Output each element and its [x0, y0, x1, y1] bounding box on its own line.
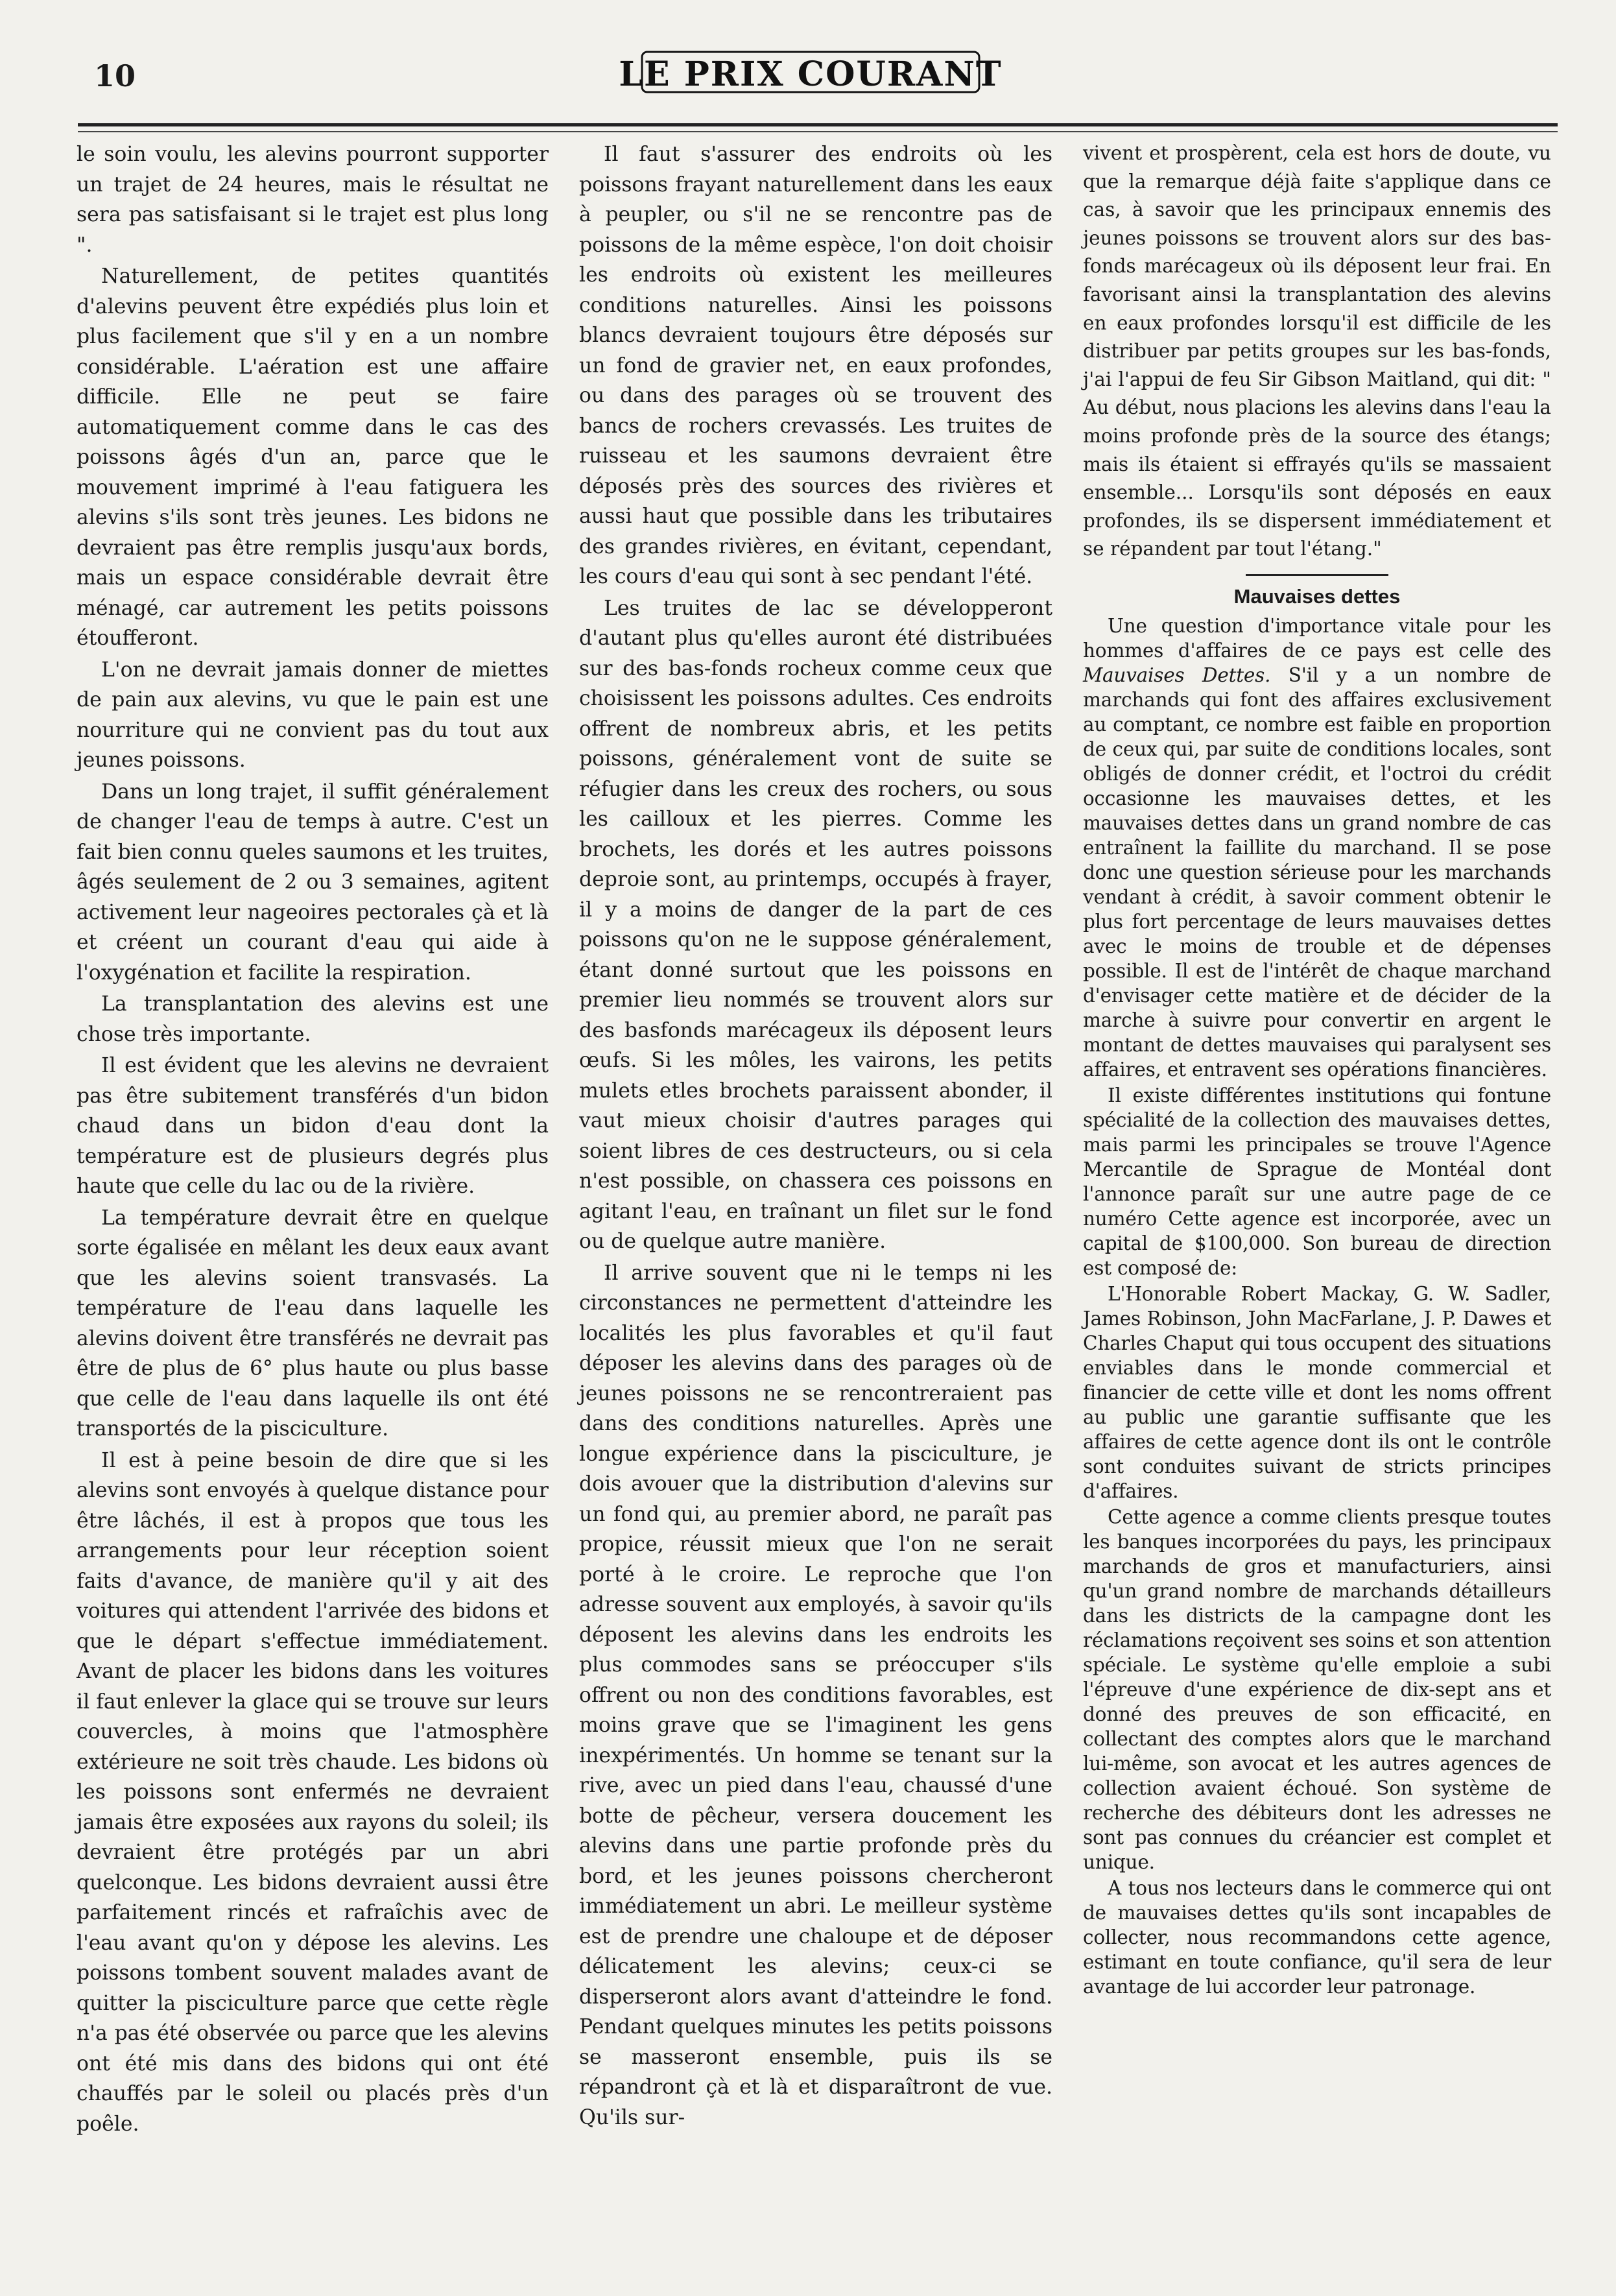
italic-title: Mauvaises Dettes. [1083, 664, 1271, 686]
column-1 [77, 139, 549, 2140]
paragraph: L'on ne devrait jamais donner de miettes de pain aux alevins, vu que le pain est une nourriture qui ne convient pas du tout aux jeunes poissons. [77, 658, 549, 772]
column-2 [579, 139, 1052, 2134]
paragraph: Il est évident que les alevins ne devraient pas être subitement transférés d'un bidon chaud dans un bidon d'eau dont la température est de plusieurs degrés plus haute que celle du lac ou de la rivière. [77, 1054, 549, 1198]
paragraph [1083, 614, 1551, 1082]
paragraph: Dans un long trajet, il suffit généralement de changer l'eau de temps à autre. C'est un fait bien connu queles saumons et les truites, âgés seulement de 2 ou 3 semaines, agitent activement leur nageoires pectorales çà et là et créent un courant d'eau qui aide à l'oxygénation et facilite la respiration. [77, 780, 549, 985]
paragraph: Il est à peine besoin de dire que si les alevins sont envoyés à quelque distance pour être lâchés, il est à propos que tous les arrangements pour leur réception soient faits d'avance, de manière qu'il y ait des voitures qui attendent l'arrivée des bidons et que le départ s'effectue immédiatement. Avant de placer les bidons dans les voitures il faut enlever la glace qui se trouve sur leurs couvercles, à moins que l'atmosphère extérieure ne soit très chaude. Les bidons où les poissons sont enfermés ne devraient jamais être exposées aux rayons du soleil; ils devraient être protégés par un abri quelconque. Les bidons devraient aussi être parfaitement rincés et rafraîchis avec de l'eau avant qu'on y dépose les alevins. Les poissons tombent souvent malades avant de quitter la pisciculture parce que cette règle n'a pas été observée ou parce que les alevins ont été mis dans des bidons qui ont été chauffés par le soleil ou placés près d'un poêle. [77, 1448, 549, 2136]
paragraph: L'Honorable Robert Mackay, G. W. Sadler, James Robinson, John MacFarlane, J. P. Dawes et Charles Chaput qui tous occupent des situations enviables dans le monde commercial et financier de cette ville et dont les noms offrent au public une garantie suffisante que les affaires de cette agence dont ils ont le contrôle sont conduites suivant de stricts principes d'affaires. [1083, 1282, 1551, 1502]
column-3 [1083, 139, 1551, 2000]
paragraph: le soin voulu, les alevins pourront supporter un trajet de 24 heures, mais le résultat ne sera pas satisfaisant si le trajet est plus long ". [77, 143, 549, 257]
paragraph: Il existe différentes institutions qui fontune spécialité de la collection des mauvaises dettes, mais parmi les principales se trouve l'Agence Mercantile de Sprague de Montéal dont l'annonce paraît sur une autre page de ce numéro Cette agence est incorporée, avec un capital de $100,000. Son bureau de direction est composé de: [1083, 1084, 1551, 1279]
masthead-logo-art [619, 40, 1003, 105]
paragraph: Les truites de lac se développeront d'autant plus qu'elles auront été distribuées sur des bas-fonds rocheux comme ceux que choisissent les poissons adultes. Ces endroits offrent de nombreux abris, et les petits poissons, généralement vont de suite se réfugier dans les creux des rochers, ou sous les cailloux et les pierres. Comme les brochets, les dorés et les autres poissons deproie sont, au printemps, occupés à frayer, il y a moins de danger de la part de ces poissons qu'on ne le suppose généralement, étant donné surtout que les poissons en premier lieu nommés se trouvent alors sur des basfonds marécageux ils déposent leurs œufs. Si les môles, les vairons, les petits mulets etles brochets paraissent abonder, il vaut mieux choisir d'autres parages qui soient libres de ces destructeurs, ou si cela n'est possible, on chassera ces poissons en agitant l'eau, en traînant un filet sur le fond ou de quelque autre manière. [579, 596, 1052, 1253]
text-run: S'il y a un nombre de marchands qui font des affaires exclusivement au comptant, ce nombre est faible en proportion de ceux qui, par suite de conditions locales, sont obligés de donner crédit, et l'octroi du crédit occasionne les mauvaises dettes, et les mauvaises dettes dans un grand nombre de cas entraînent la faillite du marchand. Il se pose donc une question sérieuse pour les marchands vendant à crédit, à savoir comment obtenir le plus fort percentage de leurs mauvaises dettes avec le moins de trouble et de dépenses possible. Il est de l'intérêt de chaque marchand d'envisager cette matière et de décider de la marche à suivre pour convertir en argent le montant de dettes mauvaises qui paralysent ses affaires, et entravent ses opérations financières. [1083, 664, 1551, 1081]
paragraph: La transplantation des alevins est une chose très importante. [77, 992, 549, 1046]
page-number: 10 [94, 58, 136, 93]
masthead-logo [619, 40, 1003, 105]
paragraph: vivent et prospèrent, cela est hors de doute, vu que la remarque déjà faite s'applique dans ce cas, à savoir que les principaux ennemis des jeunes poissons se trouvent alors sur des bas-fonds marécageux où ils déposent leur frai. En favorisant ainsi la transplantation des alevins en eaux profondes lorsqu'il est difficile de les distribuer par petits groupes sur les bas-fonds, j'ai l'appui de feu Sir Gibson Maitland, qui dit: " Au début, nous placions les alevins dans l'eau la moins profonde près de la source des étangs; mais ils étaient si effrayés qu'ils se massaient ensemble... Lorsqu'ils sont déposés en eaux profondes, ils se dispersent immédiatement et se répandent par tout l'étang." [1083, 142, 1551, 560]
paragraph: Il arrive souvent que ni le temps ni les circonstances ne permettent d'atteindre les localités les plus favorables et qu'il faut déposer les alevins dans des parages où de jeunes poissons ne se rencontreraient pas dans des conditions naturelles. Après une longue expérience dans la pisciculture, je dois avouer que la distribution d'alevins sur un fond qui, au premier abord, ne paraît pas propice, réussit mieux que l'on ne serait porté à le croire. Le reproche que l'on adresse souvent aux employés, à savoir qu'ils déposent les alevins dans les endroits les plus commodes sans se préoccuper s'ils offrent ou non des conditions favorables, est moins grave que se l'imaginent les gens inexpérimentés. Un homme se tenant sur la rive, avec un pied dans l'eau, chaussé d'une botte de pêcheur, versera doucement les alevins dans une partie profonde près du bord, et les jeunes poissons chercheront immédiatement un abri. Le meilleur système est de prendre une chaloupe et de déposer délicatement les alevins; ceux-ci se disperseront alors avant d'atteindre le fond. Pendant quelques minutes les petits poissons se masseront ensemble, puis ils se répandront çà et là et disparaîtront de vue. Qu'ils sur- [579, 1261, 1052, 2129]
section-title: Mauvaises dettes [1233, 584, 1401, 608]
svg-text:LE PRIX COURANT: LE PRIX COURANT [619, 54, 1003, 94]
paragraph: Cette agence a comme clients presque toutes les banques incorporées du pays, les principaux marchands de gros et manufacturiers, ainsi qu'un grand nombre de marchands détailleurs dans les districts de la campagne dont les réclamations reçoivent ses soins et son attention spéciale. Le système qu'elle emploie a subi l'épreuve d'une expérience de dix-sept ans et donné des preuves de son efficacité, en collectant des comptes alors que le marchand lui-même, son avocat et les autres agences de collection avaient échoué. Son système de recherche des débiteurs dont les adresses ne sont pas connues du créancier est complet et unique. [1083, 1505, 1551, 1873]
paragraph: La température devrait être en quelque sorte égalisée en mêlant les deux eaux avant que les alevins soient transvasés. La température de l'eau dans laquelle les alevins doivent être transférés ne devrait pas être de plus de 6° plus haute ou plus basse que celle de l'eau dans laquelle ils ont été transportés de la pisciculture. [77, 1206, 549, 1441]
paragraph: Il faut s'assurer des endroits où les poissons frayant naturellement dans les eaux à peupler, ou s'il ne se rencontre pas de poissons de la même espèce, l'on doit choisir les endroits où existent les meilleures conditions naturelles. Ainsi les poissons blancs devraient toujours être déposés sur un fond de gravier net, en eaux profondes, ou dans des parages où se trouvent des bancs de rochers crevassés. Les truites de ruisseau et les saumons devraient être déposés près des sources des rivières et aussi haut que possible dans les tributaires des grandes rivières, en évitant, cependant, les cours d'eau qui sont à sec pendant l'été. [579, 143, 1052, 588]
paragraph: A tous nos lecteurs dans le commerce qui ont de mauvaises dettes qu'ils sont incapables de collecter, nous recommandons cette agence, estimant en toute confiance, qu'il sera de leur avantage de lui accorder leur patronage. [1083, 1876, 1551, 1998]
header-rule-thin [78, 131, 1558, 132]
header-rule [78, 123, 1558, 126]
section-divider [1246, 574, 1388, 576]
text-run: Une question d'importance vitale pour les hommes d'affaires de ce pays est celle des [1083, 614, 1551, 662]
paragraph: Naturellement, de petites quantités d'alevins peuvent être expédiés plus loin et plus facilement que s'il y en a un nombre considérable. L'aération est une affaire difficile. Elle ne peut se faire automatiquement comme dans le cas des poissons âgés d'un an, parce que le mouvement imprimé à l'eau fatiguera les alevins s'ils sont très jeunes. Les bidons ne devraient pas être remplis jusqu'aux bords, mais un espace considérable devrait être ménagé, car autrement les petits poissons étoufferont. [77, 265, 549, 650]
